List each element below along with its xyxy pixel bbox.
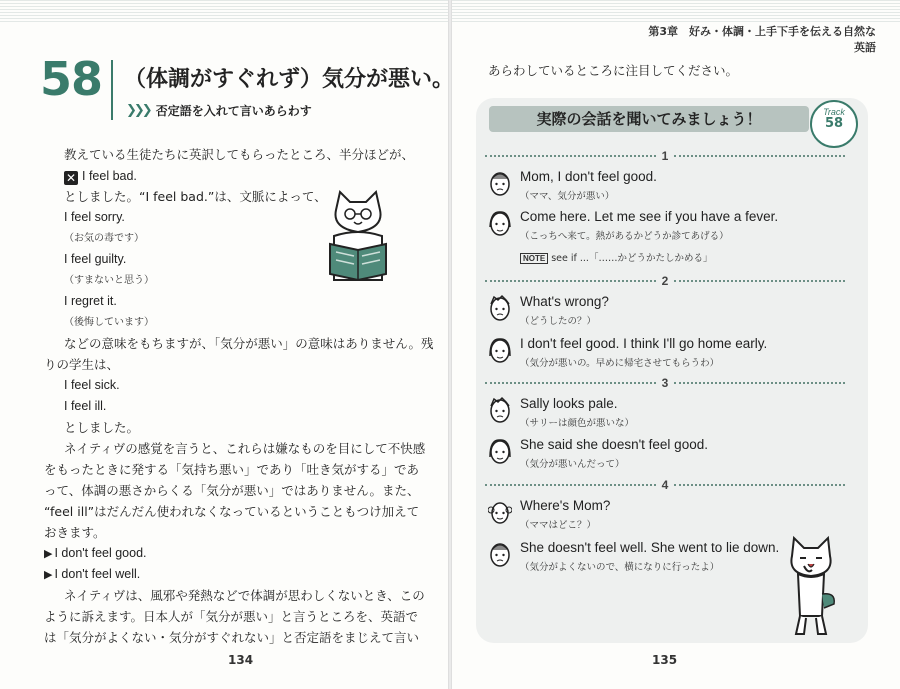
speaker-face-icon	[488, 294, 512, 322]
triangle-bullet-icon: ▶	[44, 548, 53, 560]
example-line: I feel sorry.	[64, 210, 125, 224]
conversation-banner: 実際の会話を聞いてみましょう！	[489, 106, 809, 132]
paragraph-line: としました。“I feel bad.”は、文脈によって、	[64, 189, 327, 204]
triangle-bullet-icon: ▶	[44, 569, 53, 581]
note-line: NOTE see if ...「……かどうかたしかめる」	[520, 250, 712, 264]
track-label: Track	[823, 107, 845, 117]
key-phrase: ▶ I don't feel well.	[44, 567, 141, 581]
section-divider: 2	[485, 274, 845, 288]
speaker-face-icon	[488, 169, 512, 197]
chevron-icon: ❯❯❯	[126, 103, 150, 118]
speaker-face-icon	[488, 437, 512, 465]
wrong-example: ✕ I feel bad.	[65, 169, 137, 185]
track-badge[interactable]	[810, 100, 858, 148]
page-number-right: 135	[652, 653, 678, 667]
speaker-face-icon	[488, 336, 512, 364]
gloss-line: （お気の毒です）	[64, 233, 144, 244]
lesson-title: （体調がすぐれず）気分が悪い。	[124, 67, 455, 92]
section-divider: 3	[485, 376, 845, 390]
speaker-face-icon	[488, 540, 512, 568]
paragraph-line: としました。	[64, 420, 140, 435]
speaker-face-icon	[488, 498, 512, 526]
key-phrase: ▶ I don't feel good.	[44, 546, 147, 560]
lesson-subtitle	[126, 102, 312, 119]
page-number-left: 134	[228, 653, 254, 667]
speaker-face-icon	[488, 209, 512, 237]
gloss-line: （後悔しています）	[64, 317, 154, 328]
book-gutter	[448, 0, 452, 689]
lesson-number: 58	[40, 52, 103, 106]
example-line: I regret it.	[64, 294, 117, 308]
intro-text: あらわしているところに注目してください。	[488, 63, 739, 78]
paragraph-line: ように訴えます。日本人が「気分が悪い」と言うところを、英語で	[44, 609, 419, 624]
track-number: 58	[824, 116, 844, 131]
paragraph-line: おきます。	[44, 525, 106, 540]
speaker-face-icon	[488, 396, 512, 424]
paragraph-line: などの意味をもちますが、「気分が悪い」の意味はありません。残	[64, 336, 434, 351]
section-divider: 1	[485, 149, 845, 163]
paragraph-line: りの学生は、	[44, 357, 120, 372]
example-line: I feel ill.	[64, 399, 107, 413]
paragraph-line: をもったときに発する「気持ち悪い」であり「吐き気がする」であ	[44, 462, 420, 477]
x-mark-icon: ✕	[65, 171, 77, 185]
title-divider	[111, 60, 113, 120]
paragraph-line: ネイティヴは、風邪や発熱などで体調が思わしくないとき、この	[64, 588, 425, 603]
paragraph-line: 教えている生徒たちに英訳してもらったところ、半分ほどが、	[64, 147, 415, 162]
paragraph-line: って、体調の悪さからくる「気分が悪い」ではありません。また、	[44, 483, 420, 498]
chapter-header: 第3章 好み・体調・上手下手を伝える自然な英語	[648, 25, 876, 54]
example-line: I feel guilty.	[64, 252, 127, 266]
top-stripes-left	[0, 0, 449, 22]
cat-sick-icon	[778, 534, 842, 638]
paragraph-line: は「気分がよくない・気分がすぐれない」と否定語をまじえて言い	[44, 630, 420, 645]
paragraph-line: ネイティヴの感覚を言うと、これらは嫌なものを目にして不快感	[64, 441, 426, 456]
section-divider: 4	[485, 478, 845, 492]
body-text	[44, 144, 434, 648]
subtitle-text: 否定語を入れて言いあらわす	[155, 104, 312, 118]
paragraph-line: “feel ill”はだんだん使われなくなっているということもつけ加えて	[44, 504, 420, 519]
gloss-line: （すまないと思う）	[64, 275, 154, 286]
top-stripes-right	[451, 0, 900, 22]
example-line: I feel sick.	[64, 378, 120, 392]
